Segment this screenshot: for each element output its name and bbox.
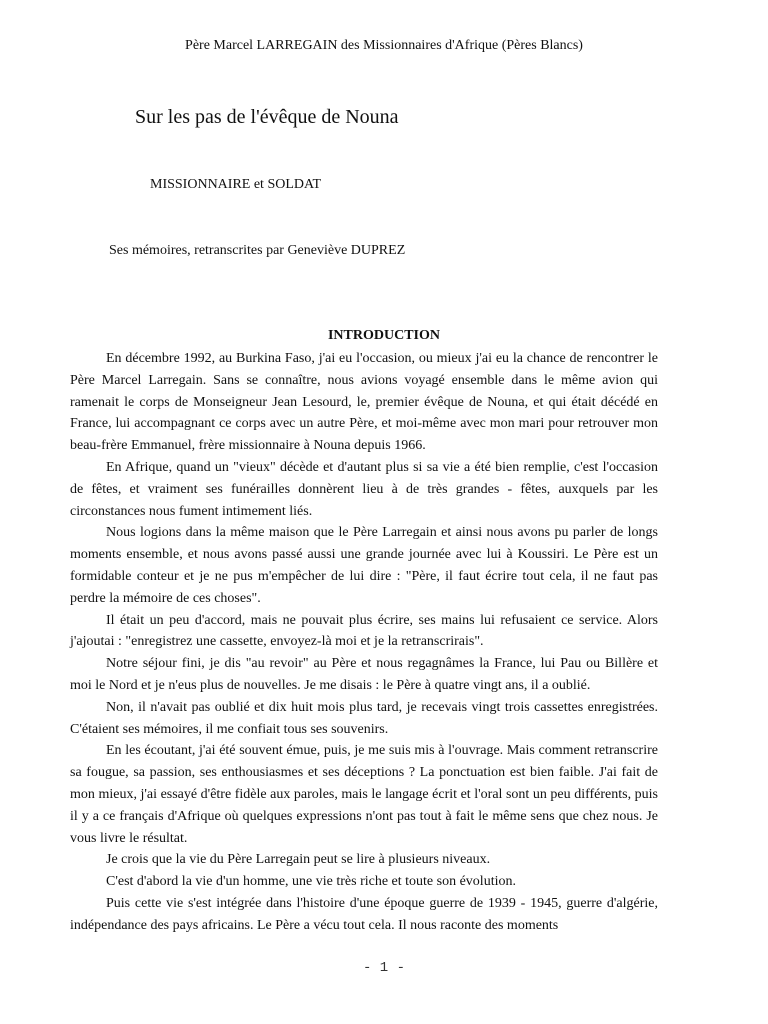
paragraph: C'est d'abord la vie d'un homme, une vie très riche et toute son évolution. (106, 874, 516, 890)
transcription-credit: Ses mémoires, retranscrites par Geneviève DUPREZ (109, 243, 406, 258)
paragraph: Notre séjour fini, je dis "au revoir" au Père et nous regagnâmes la France, lui Pau ou Billère et moi le Nord et je n'eus plus de nouvelles. Je me disais : le Père à quatre vingt ans, il a oublié. (70, 656, 658, 693)
section-heading: INTRODUCTION (327, 328, 440, 343)
paragraph: Puis cette vie s'est intégrée dans l'histoire d'une époque guerre de 1939 - 1945, guerre d'algérie, indépendance des pays africains. Le Père a vécu tout cela. Il nous raconte des moments (70, 895, 658, 933)
page-number: - 1 - (362, 960, 405, 976)
paragraph: Non, il n'avait pas oublié et dix huit mois plus tard, je recevais vingt trois cassettes enregistrées. C'étaient ses mémoires, il me confiait tous ses souvenirs. (70, 699, 658, 737)
paragraph: Je crois que la vie du Père Larregain peut se lire à plusieurs niveaux. (106, 852, 491, 868)
paragraph: En décembre 1992, au Burkina Faso, j'ai eu l'occasion, ou mieux j'ai eu la chance de rencontrer le Père Marcel Larregain. Sans se connaître, nous avions voyagé ensemble dans le même avion qui ramenait le corps de Monseigneur Jean Lesourd, le, premier évêque de Nouna, et qui était décédé en France, lui accompagnant ce corps avec un autre Père, et moi-même avec mon mari pour retrouver mon beau-frère Emmanuel, frère missionnaire à Nouna depuis 1966. (70, 351, 658, 454)
paragraph: Il était un peu d'accord, mais ne pouvait plus écrire, ses mains lui refusaient ce service. Alors j'ajoutai : "enregistrez une cassette, envoyez-là moi et je la retranscrirais". (70, 612, 658, 650)
document-title: Sur les pas de l'évêque de Nouna (135, 106, 399, 128)
paragraph: Nous logions dans la même maison que le Père Larregain et ainsi nous avons pu parler de longs moments ensemble, et nous avons passé aussi une grande journée avec lui à Koussiri. Le Père est un formidable conteur et je ne pus m'empêcher de lui dire : "Père, il faut écrire tout cela, il ne faut pas perdre la mémoire de ces choses". (70, 525, 658, 606)
paragraph: En Afrique, quand un "vieux" décède et d'autant plus si sa vie a été bien remplie, c'est l'occasion de fêtes, et vraiment ses funérailles donnèrent lieu à de très grandes - fêtes, auxquels par les circonstances nous fument intimement liés. (70, 459, 658, 519)
running-header: Père Marcel LARREGAIN des Missionnaires d'Afrique (Pères Blancs) (185, 38, 583, 53)
paragraph: En les écoutant, j'ai été souvent émue, puis, je me suis mis à l'ouvrage. Mais comment retranscrire sa fougue, sa passion, ses enthousiasmes et ses déceptions ? La ponctuation est bien faible. J'ai fait de mon mieux, j'ai essayé d'être fidèle aux paroles, mais le langage écrit et l'oral sont un peu différents, puis il y a ce français d'Afrique où quelques expressions n'ont pas tout à fait le même sens que chez nous. Je vous livre le résultat. (70, 743, 658, 846)
document-subtitle: MISSIONNAIRE et SOLDAT (150, 177, 322, 192)
body-text (70, 348, 658, 937)
